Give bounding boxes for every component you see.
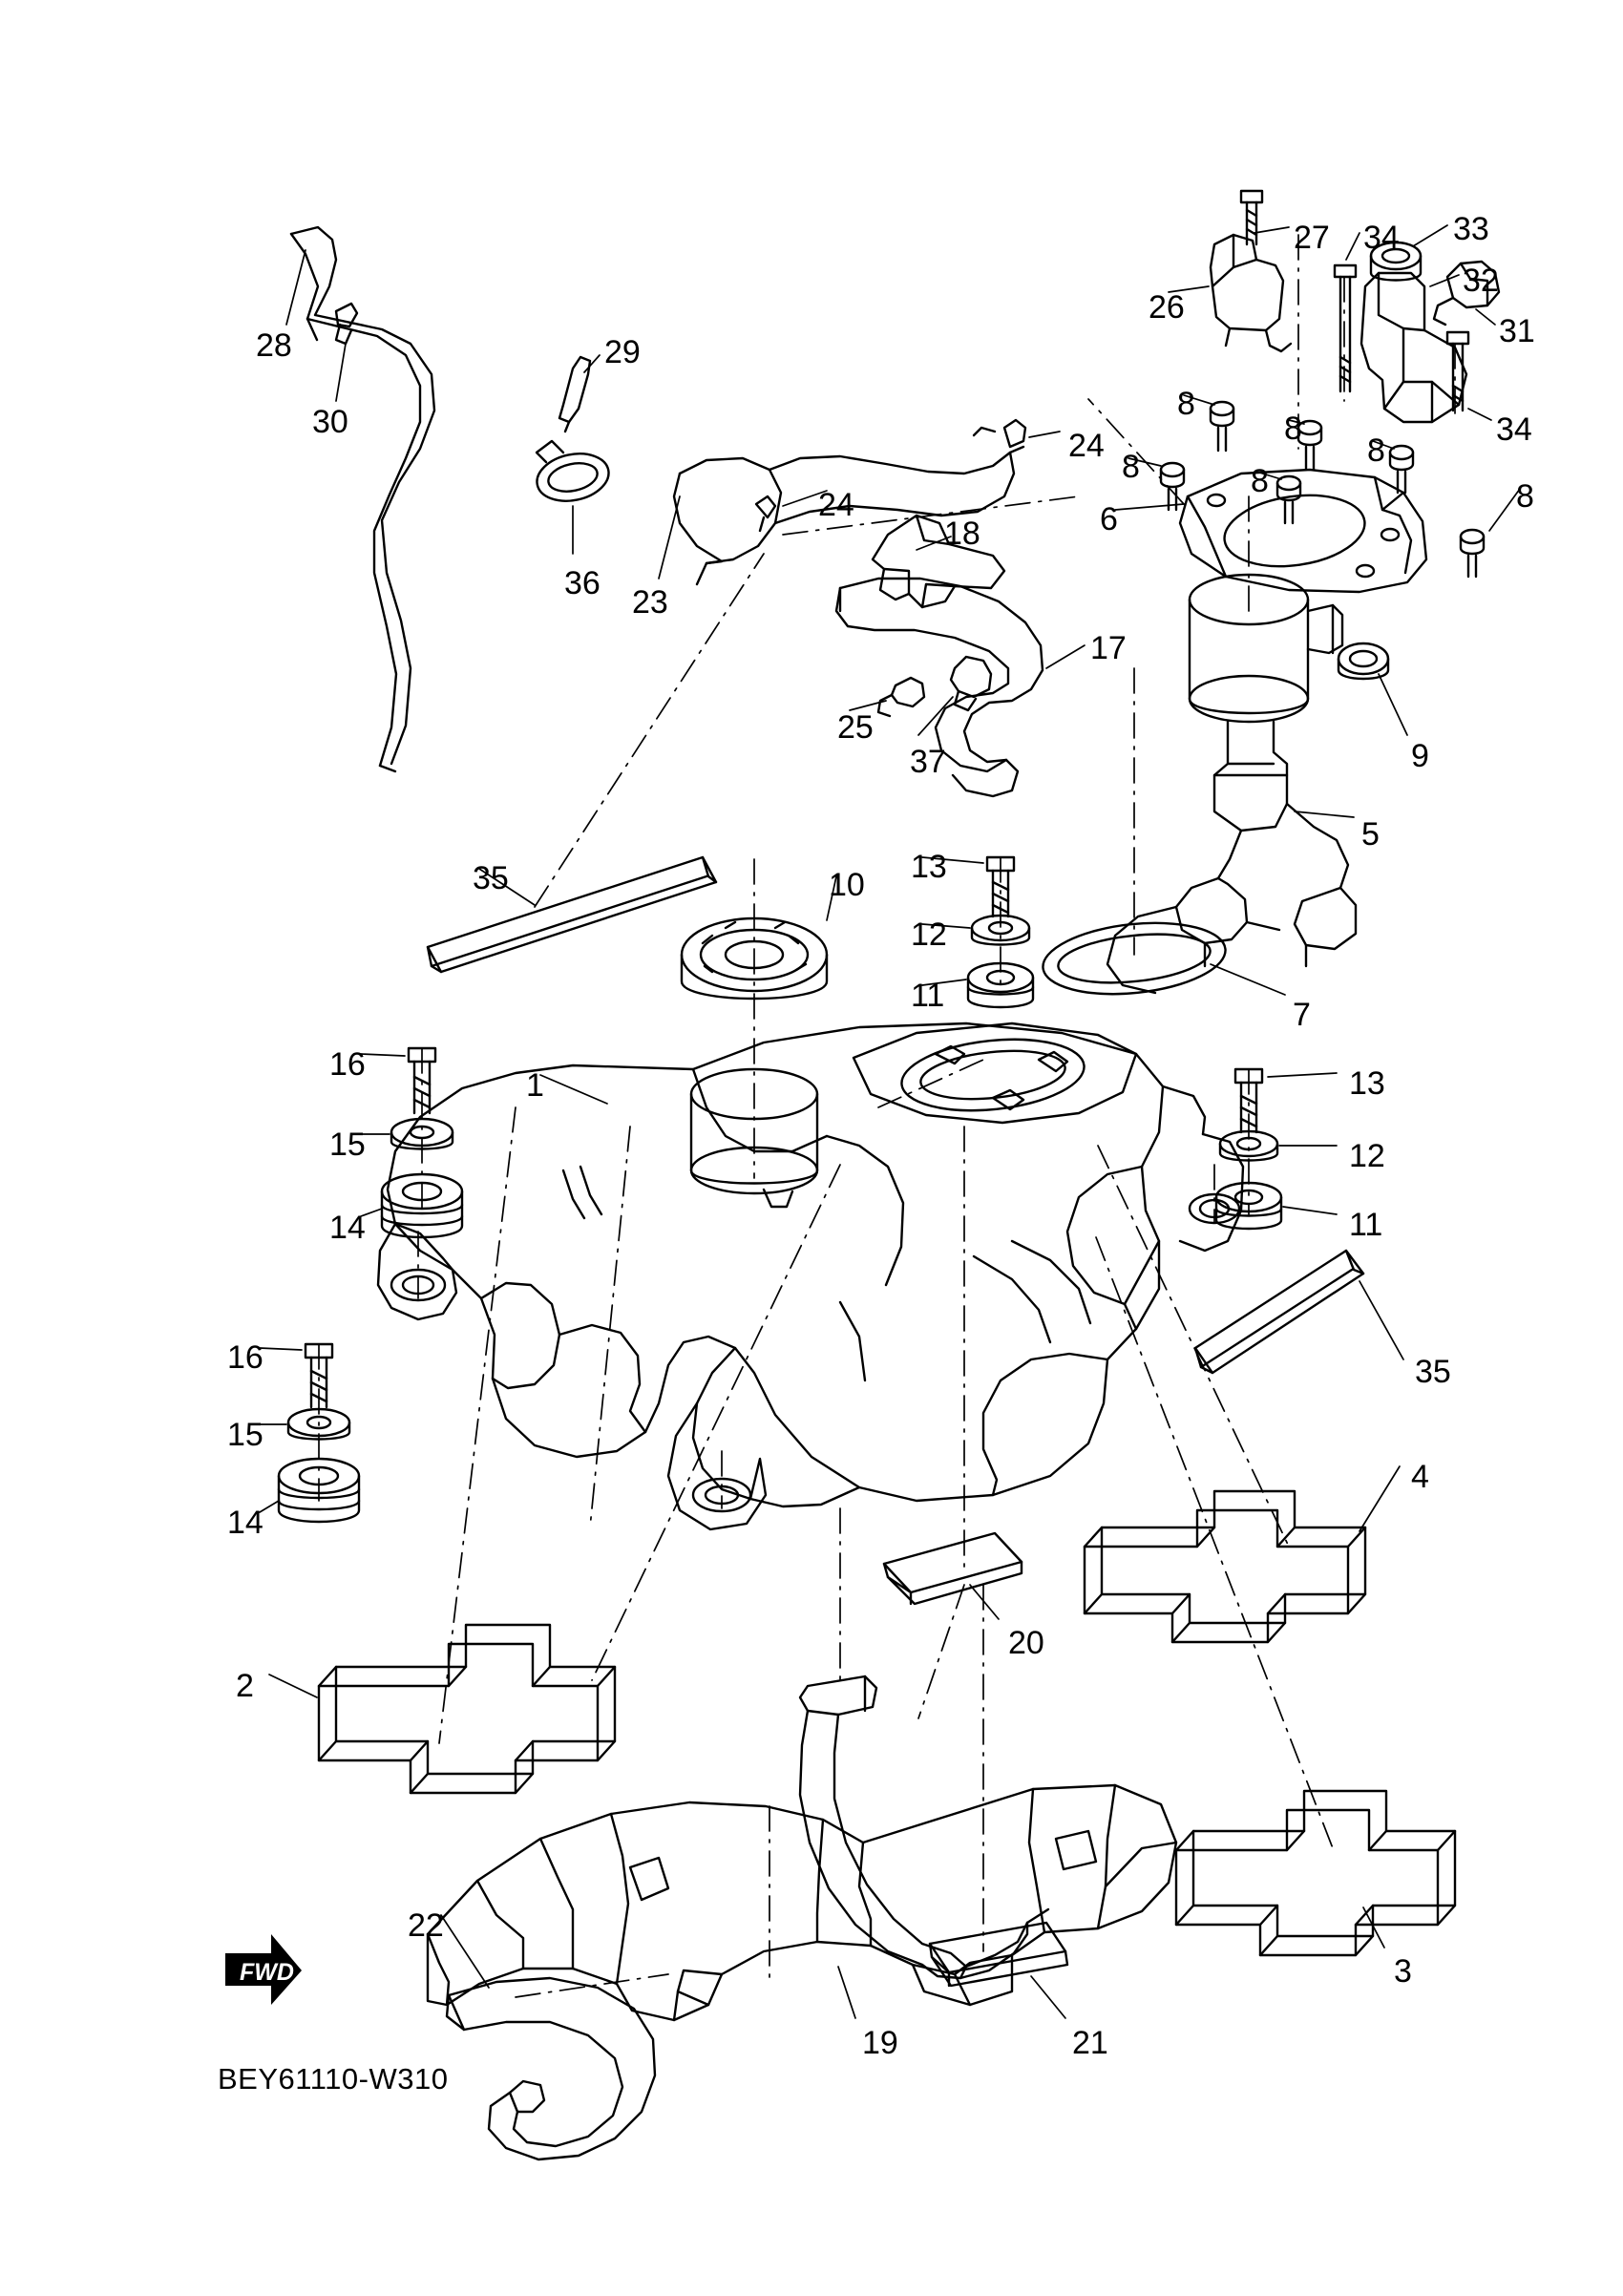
diagram-part-code: BEY61110-W310: [218, 2062, 449, 2096]
callout-11-right: 11: [1349, 1207, 1383, 1243]
callout-7: 7: [1293, 997, 1311, 1033]
clip-25: [878, 678, 924, 716]
tank-support-bracket-19: [428, 1785, 1176, 2020]
callout-24-left: 24: [818, 487, 854, 523]
bolt-8-c: [1161, 463, 1184, 510]
purge-solenoid-26: [1211, 235, 1291, 351]
callout-4: 4: [1411, 1459, 1429, 1495]
callout-2: 2: [236, 1668, 254, 1704]
clip-29: [559, 357, 590, 432]
bolt-8-f: [1461, 530, 1484, 577]
callout-16-upper: 16: [329, 1046, 366, 1083]
callout-33: 33: [1453, 211, 1489, 247]
hose-clamp-36: [533, 441, 613, 507]
tank-pump-flange: [854, 1023, 1136, 1123]
callout-20: 20: [1008, 1625, 1044, 1661]
callout-8-d: 8: [1251, 463, 1269, 499]
callout-26: 26: [1149, 289, 1185, 326]
foam-strip-35-upper: [428, 857, 716, 972]
callout-32: 32: [1463, 263, 1499, 299]
callout-13-left: 13: [911, 849, 947, 885]
screw-27: [1241, 191, 1262, 244]
callout-18: 18: [944, 516, 980, 552]
screw-34-top: [1335, 265, 1356, 391]
fwd-direction-label: FWD: [240, 1959, 294, 1986]
bolt-8-e: [1390, 446, 1413, 493]
bracket-32: [1361, 273, 1466, 422]
callout-9: 9: [1411, 738, 1429, 774]
callout-24-right: 24: [1068, 428, 1105, 464]
callout-31: 31: [1499, 313, 1535, 349]
callout-23: 23: [632, 584, 668, 621]
callout-15-lower: 15: [227, 1417, 263, 1453]
leader-lines: [260, 225, 1520, 2018]
grommet-9: [1338, 643, 1388, 679]
fuel-hose-22: [447, 1978, 655, 2159]
callout-15-upper: 15: [329, 1127, 366, 1163]
callout-11-left: 11: [911, 978, 945, 1014]
fuel-pump-assembly-5: [1107, 575, 1356, 993]
callout-16-lower: 16: [227, 1339, 263, 1376]
callout-14-lower: 14: [227, 1505, 263, 1541]
callout-30: 30: [312, 404, 348, 440]
callout-8-a: 8: [1177, 386, 1195, 422]
callout-36: 36: [564, 565, 601, 601]
callout-35-lower: 35: [1415, 1354, 1451, 1390]
callout-29: 29: [604, 334, 641, 370]
callout-37: 37: [910, 744, 946, 780]
callout-35-upper: 35: [473, 860, 509, 896]
clip-24-right: [974, 420, 1025, 447]
callout-14-upper: 14: [329, 1210, 366, 1246]
callout-17: 17: [1090, 630, 1127, 666]
callout-27: 27: [1294, 220, 1330, 256]
damper-pad-3: [1176, 1791, 1455, 1955]
callout-34-right: 34: [1496, 411, 1532, 448]
callout-21: 21: [1072, 2025, 1108, 2061]
damper-pad-2: [319, 1625, 615, 1793]
bolt-8-a: [1211, 402, 1233, 451]
callout-13-right: 13: [1349, 1065, 1385, 1102]
callout-8-c: 8: [1122, 449, 1140, 485]
callout-12-right: 12: [1349, 1138, 1385, 1174]
callout-25: 25: [837, 709, 874, 746]
pad-20: [884, 1533, 1022, 1604]
callout-19: 19: [862, 2025, 898, 2061]
callout-22: 22: [408, 1907, 444, 1944]
foam-strip-35-lower: [1195, 1251, 1363, 1373]
callout-10: 10: [829, 867, 865, 903]
callout-28: 28: [256, 327, 292, 364]
fuel-tank-1: [378, 1023, 1243, 1529]
callout-34-top: 34: [1363, 220, 1400, 256]
callout-6: 6: [1100, 501, 1118, 537]
callout-8-f: 8: [1516, 478, 1534, 515]
callout-5: 5: [1361, 816, 1380, 853]
bolt-8-d: [1277, 476, 1300, 523]
bracket-18: [873, 516, 1004, 607]
damper-pad-4: [1085, 1491, 1365, 1642]
callout-1: 1: [526, 1067, 544, 1104]
callout-12-left: 12: [911, 916, 947, 953]
callout-8-e: 8: [1367, 432, 1385, 469]
breather-hose-28: [291, 227, 434, 771]
callout-8-b: 8: [1284, 411, 1302, 447]
pump-bracket-6: [1180, 470, 1426, 592]
callout-3: 3: [1394, 1953, 1412, 1990]
